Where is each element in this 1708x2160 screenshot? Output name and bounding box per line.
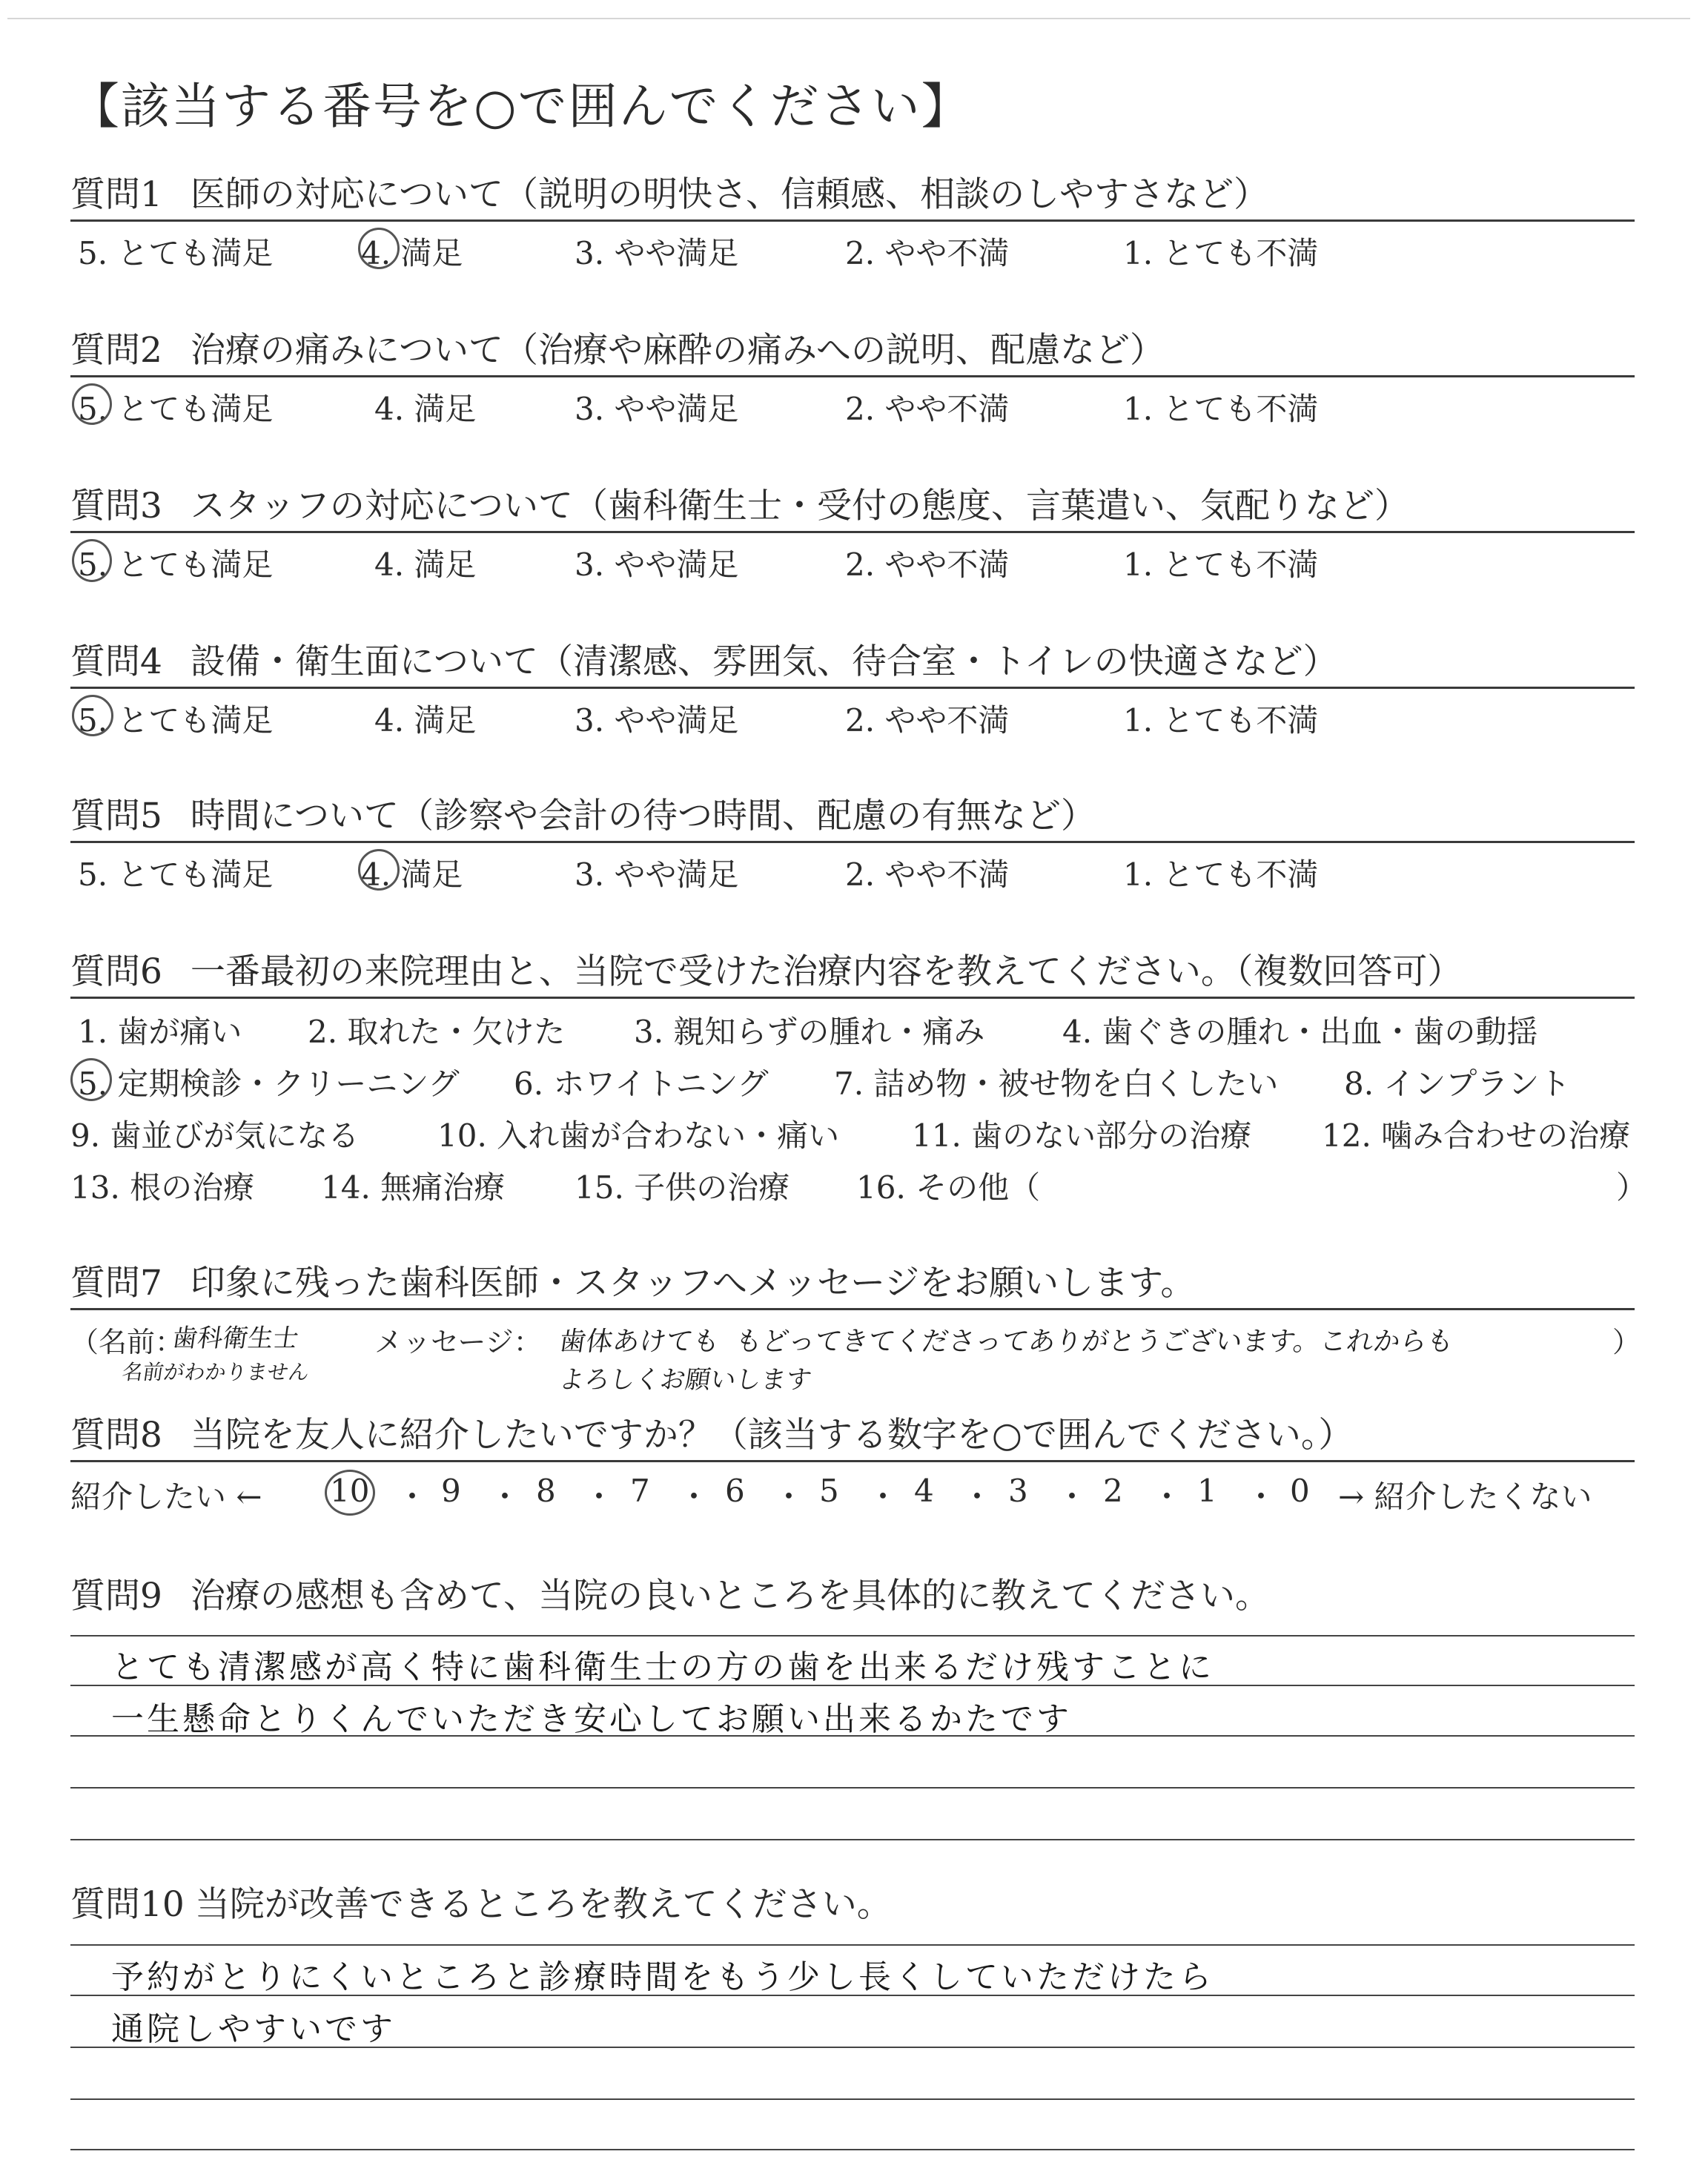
reason-6[interactable]: 6. ホワイトニング	[514, 1066, 769, 1102]
option-1[interactable]: 1. とても不満	[1123, 856, 1319, 893]
question-2	[70, 328, 1635, 429]
scale-dot: ・	[773, 1479, 805, 1515]
question-number: 質問5	[70, 796, 162, 836]
message-area	[70, 1315, 1641, 1396]
reason-3[interactable]: 3. 親知らずの腫れ・痛み	[634, 1014, 985, 1050]
option-1[interactable]: 1. とても不満	[1123, 235, 1319, 271]
question-text: 当院を友人に紹介したいですか？（該当する数字を○で囲んでください。）	[190, 1415, 1354, 1456]
question-9	[70, 1573, 1635, 1619]
option-2[interactable]: 2. やや不満	[845, 391, 1010, 427]
option-4[interactable]: 4. 満足	[374, 391, 477, 427]
q10-answer-line1: 予約がとりにくいところと診療時間をもう少し長くしていただけたら	[111, 1958, 1214, 1996]
scale-value-4[interactable]: 4	[914, 1473, 934, 1509]
question-number: 質問1	[70, 174, 162, 215]
option-3[interactable]: 3. やや満足	[575, 546, 739, 583]
option-3[interactable]: 3. やや満足	[575, 702, 739, 739]
scale-value-3[interactable]: 3	[1008, 1473, 1028, 1509]
question-3	[70, 483, 1635, 585]
scale-dot: ・	[1151, 1479, 1183, 1515]
question-text: 治療の感想も含めて、当院の良いところを具体的に教えてください。	[190, 1576, 1270, 1616]
question-title	[70, 793, 1635, 839]
message-label: メッセージ：	[374, 1326, 542, 1358]
scale-dot: ・	[583, 1479, 615, 1515]
scale-value-2[interactable]: 2	[1103, 1473, 1123, 1509]
scale-value-10[interactable]: 10	[330, 1473, 370, 1509]
question-6	[70, 949, 1648, 1223]
question-4	[70, 639, 1635, 741]
question-number: 質問10	[70, 1884, 185, 1925]
question-title	[70, 172, 1635, 218]
writing-line	[70, 1787, 1635, 1789]
option-3[interactable]: 3. やや満足	[575, 856, 739, 893]
question-number: 質問2	[70, 330, 162, 371]
scale-dot: ・	[489, 1479, 521, 1515]
name-handwriting-line2: 名前がわかりません	[120, 1360, 311, 1384]
question-title	[70, 1413, 1635, 1459]
reason-14[interactable]: 14. 無痛治療	[321, 1169, 506, 1206]
reason-5[interactable]: 5. 定期検診・クリーニング	[78, 1066, 460, 1102]
writing-line	[70, 1839, 1635, 1840]
question-rule	[70, 219, 1635, 222]
question-title	[70, 328, 1635, 374]
scale-dot: ・	[397, 1479, 428, 1515]
reason-2[interactable]: 2. 取れた・欠けた	[308, 1014, 566, 1050]
scale-value-0[interactable]: 0	[1290, 1473, 1310, 1509]
reason-options	[70, 1008, 1648, 1223]
question-text: 当院が改善できるところを教えてください。	[194, 1884, 892, 1925]
recommend-scale	[70, 1473, 1635, 1520]
question-10	[70, 1882, 1635, 1928]
reason-10[interactable]: 10. 入れ歯が合わない・痛い	[437, 1117, 840, 1154]
question-5	[70, 793, 1635, 895]
scale-value-6[interactable]: 6	[725, 1473, 745, 1509]
question-rule	[70, 375, 1635, 377]
option-3[interactable]: 3. やや満足	[575, 235, 739, 271]
writing-line	[70, 1944, 1635, 1946]
question-number: 質問8	[70, 1415, 162, 1456]
question-number: 質問3	[70, 486, 162, 526]
scale-value-1[interactable]: 1	[1197, 1473, 1217, 1509]
option-5[interactable]: 5. とても満足	[78, 546, 274, 583]
rating-options	[70, 541, 1635, 585]
reason-4[interactable]: 4. 歯ぐきの腫れ・出血・歯の動揺	[1062, 1014, 1538, 1050]
question-1	[70, 172, 1635, 274]
question-rule	[70, 687, 1635, 689]
scale-value-5[interactable]: 5	[819, 1473, 839, 1509]
question-text: 時間について（診察や会計の待つ時間、配慮の有無など）	[190, 796, 1096, 836]
writing-line	[70, 1635, 1635, 1636]
rating-options	[70, 696, 1635, 741]
reason-12[interactable]: 12. 噛み合わせの治療	[1322, 1117, 1631, 1154]
scale-dot: ・	[867, 1479, 899, 1515]
name-handwriting-line1: 歯科衛生士	[170, 1324, 301, 1353]
question-rule	[70, 1308, 1635, 1310]
rating-options	[70, 229, 1635, 274]
reason-8[interactable]: 8. インプラント	[1344, 1066, 1571, 1102]
option-2[interactable]: 2. やや不満	[845, 235, 1010, 271]
option-2[interactable]: 2. やや不満	[845, 702, 1010, 739]
top-divider	[7, 18, 1690, 19]
writing-line	[70, 2098, 1635, 2100]
question-text: 設備・衛生面について（清潔感、雰囲気、待合室・トイレの快適さなど）	[190, 641, 1338, 682]
reason-15[interactable]: 15. 子供の治療	[575, 1169, 790, 1206]
question-number: 質問6	[70, 951, 162, 992]
reason-7[interactable]: 7. 詰め物・被せ物を白くしたい	[834, 1066, 1279, 1102]
option-1[interactable]: 1. とても不満	[1123, 391, 1319, 427]
option-1[interactable]: 1. とても不満	[1123, 546, 1319, 583]
question-text: 治療の痛みについて（治療や麻酔の痛みへの説明、配慮など）	[190, 330, 1165, 371]
writing-line	[70, 2149, 1635, 2150]
option-5[interactable]: 5. とても満足	[78, 702, 274, 739]
scale-right-label: → 紹介したくない	[1338, 1479, 1592, 1515]
name-label: （名前：	[70, 1326, 184, 1358]
scale-dot: ・	[1245, 1479, 1277, 1515]
option-3[interactable]: 3. やや満足	[575, 391, 739, 427]
q9-answer-line2: 一生懸命とりくんでいただき安心してお願い出来るかたです	[111, 1700, 1072, 1738]
page-heading: 【該当する番号を○で囲んでください】	[70, 78, 972, 135]
question-rule	[70, 1460, 1635, 1462]
reason-9[interactable]: 9. 歯並びが気になる	[70, 1117, 360, 1154]
question-7	[70, 1261, 1641, 1396]
scale-dot: ・	[1056, 1479, 1088, 1515]
scale-value-7[interactable]: 7	[630, 1473, 650, 1509]
question-rule	[70, 841, 1635, 843]
scale-dot: ・	[678, 1479, 710, 1515]
option-4[interactable]: 4. 満足	[374, 702, 477, 739]
question-title	[70, 949, 1635, 995]
option-4[interactable]: 4. 満足	[374, 546, 477, 583]
option-5[interactable]: 5. とても満足	[78, 856, 274, 893]
question-text: スタッフの対応について（歯科衛生士・受付の態度、言葉遣い、気配りなど）	[190, 486, 1409, 526]
message-handwriting-line2: よろしくお願いします	[557, 1365, 814, 1395]
question-8	[70, 1413, 1635, 1520]
q10-answer-line2: 通院しやすいです	[111, 2010, 396, 2048]
scale-value-9[interactable]: 9	[441, 1473, 461, 1509]
question-title	[70, 1261, 1635, 1307]
question-title	[70, 1882, 1635, 1928]
option-4[interactable]: 4. 満足	[361, 235, 463, 271]
question-number: 質問4	[70, 641, 162, 682]
scale-left-label: 紹介したい ←	[70, 1479, 262, 1515]
scale-dot: ・	[961, 1479, 993, 1515]
option-5[interactable]: 5. とても満足	[78, 235, 274, 271]
question-title	[70, 1573, 1635, 1619]
reason-11[interactable]: 11. 歯のない部分の治療	[912, 1117, 1252, 1154]
question-number: 質問7	[70, 1263, 162, 1304]
message-close: ）	[1612, 1326, 1641, 1358]
reason-16-close: ）	[1616, 1169, 1648, 1206]
q9-answer-line1: とても清潔感が高く特に歯科衛生士の方の歯を出来るだけ残すことに	[111, 1648, 1214, 1686]
option-2[interactable]: 2. やや不満	[845, 546, 1010, 583]
question-text: 医師の対応について（説明の明快さ、信頼感、相談のしやすさなど）	[190, 174, 1269, 215]
option-4[interactable]: 4. 満足	[361, 856, 463, 893]
rating-options	[70, 851, 1635, 895]
reason-13[interactable]: 13. 根の治療	[70, 1169, 255, 1206]
question-text: 一番最初の来院理由と、当院で受けた治療内容を教えてください。（複数回答可）	[190, 951, 1463, 992]
question-title	[70, 483, 1635, 529]
reason-1[interactable]: 1. 歯が痛い	[78, 1014, 242, 1050]
option-2[interactable]: 2. やや不満	[845, 856, 1010, 893]
question-rule	[70, 997, 1635, 999]
message-handwriting-line1: 歯体あけても もどってきてくださってありがとうございます。これからも	[557, 1327, 1456, 1357]
question-title	[70, 639, 1635, 685]
question-number: 質問9	[70, 1576, 162, 1616]
question-rule	[70, 531, 1635, 533]
option-5[interactable]: 5. とても満足	[78, 391, 274, 427]
reason-16[interactable]: 16. その他（	[856, 1169, 1041, 1206]
option-1[interactable]: 1. とても不満	[1123, 702, 1319, 739]
scale-value-8[interactable]: 8	[536, 1473, 556, 1509]
question-text: 印象に残った歯科医師・スタッフへメッセージをお願いします。	[190, 1263, 1196, 1304]
rating-options	[70, 385, 1635, 429]
